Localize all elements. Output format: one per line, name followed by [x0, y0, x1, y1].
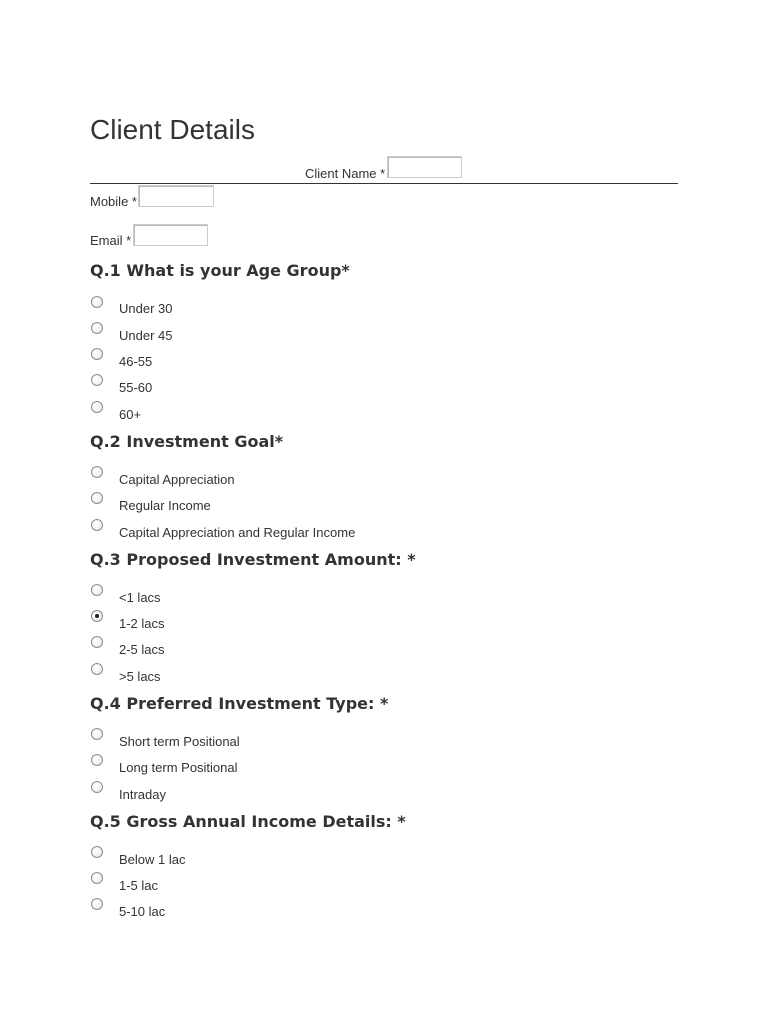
- goal-capital-appreciation-label: Capital Appreciation: [119, 472, 235, 487]
- question-2-title: Q.2 Investment Goal*: [90, 432, 284, 451]
- age-under-30-radio[interactable]: [91, 296, 103, 308]
- type-long-term-label: Long term Positional: [119, 760, 238, 775]
- age-55-60-label: 55-60: [119, 380, 153, 395]
- goal-both-radio[interactable]: [91, 519, 103, 531]
- email-label: Email *: [90, 233, 132, 248]
- mobile-input[interactable]: [138, 185, 214, 207]
- amount-2-5-lacs-label: 2-5 lacs: [119, 642, 165, 657]
- age-46-55-radio[interactable]: [91, 348, 103, 360]
- question-5-title: Q.5 Gross Annual Income Details: *: [90, 812, 406, 831]
- amount-1-2-lacs-radio[interactable]: [91, 610, 103, 622]
- type-intraday-label: Intraday: [119, 787, 166, 802]
- income-1-5-lac-radio[interactable]: [91, 872, 103, 884]
- goal-regular-income-radio[interactable]: [91, 492, 103, 504]
- age-under-45-radio[interactable]: [91, 322, 103, 334]
- mobile-label: Mobile *: [90, 194, 137, 209]
- age-60-plus-label: 60+: [119, 407, 142, 422]
- question-4-title: Q.4 Preferred Investment Type: *: [90, 694, 389, 713]
- income-5-10-lac-label: 5-10 lac: [119, 904, 166, 919]
- income-1-5-lac-label: 1-5 lac: [119, 878, 159, 893]
- amount-over-5-lacs-label: >5 lacs: [119, 669, 161, 684]
- client-name-label: Client Name *: [305, 166, 386, 181]
- amount-1-2-lacs-label: 1-2 lacs: [119, 616, 165, 631]
- age-60-plus-radio[interactable]: [91, 401, 103, 413]
- goal-both-label: Capital Appreciation and Regular Income: [119, 525, 356, 540]
- question-1-title: Q.1 What is your Age Group*: [90, 261, 350, 280]
- goal-capital-appreciation-radio[interactable]: [91, 466, 103, 478]
- income-below-1-lac-label: Below 1 lac: [119, 852, 186, 867]
- amount-under-1-lacs-label: <1 lacs: [119, 590, 161, 605]
- age-under-30-label: Under 30: [119, 301, 173, 316]
- client-name-input[interactable]: [387, 156, 462, 178]
- age-46-55-label: 46-55: [119, 354, 153, 369]
- amount-under-1-lacs-radio[interactable]: [91, 584, 103, 596]
- income-5-10-lac-radio[interactable]: [91, 898, 103, 910]
- page-title: Client Details: [90, 114, 255, 145]
- type-long-term-radio[interactable]: [91, 754, 103, 766]
- age-55-60-radio[interactable]: [91, 374, 103, 386]
- question-3-title: Q.3 Proposed Investment Amount: *: [90, 550, 416, 569]
- goal-regular-income-label: Regular Income: [119, 498, 211, 513]
- income-below-1-lac-radio[interactable]: [91, 846, 103, 858]
- type-short-term-label: Short term Positional: [119, 734, 240, 749]
- amount-2-5-lacs-radio[interactable]: [91, 636, 103, 648]
- type-short-term-radio[interactable]: [91, 728, 103, 740]
- age-under-45-label: Under 45: [119, 328, 173, 343]
- divider: [90, 183, 678, 184]
- amount-over-5-lacs-radio[interactable]: [91, 663, 103, 675]
- email-input[interactable]: [133, 224, 208, 246]
- type-intraday-radio[interactable]: [91, 781, 103, 793]
